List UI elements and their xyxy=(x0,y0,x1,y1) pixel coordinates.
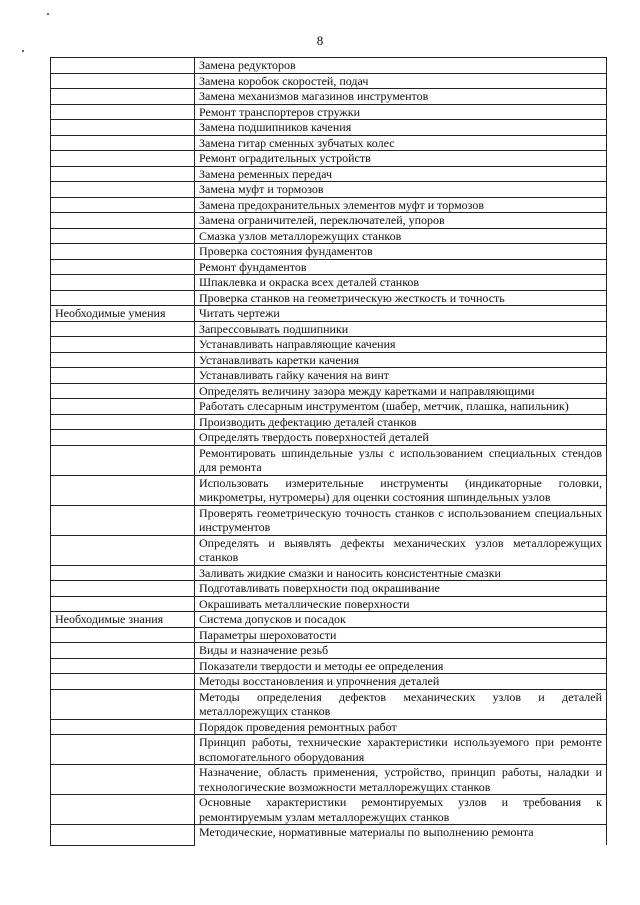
item-cell: Определять величину зазора между каретками и направляющими xyxy=(195,383,607,399)
item-cell: Замена механизмов магазинов инструментов xyxy=(195,89,607,105)
table-row xyxy=(51,89,607,105)
category-cell xyxy=(51,166,195,182)
item-cell: Производить дефектацию деталей станков xyxy=(195,414,607,430)
item-cell: Основные характеристики ремонтируемых узлов и требования к ремонтируемым узлам металлорежущих станков xyxy=(195,795,607,825)
item-cell: Методические, нормативные материалы по выполнению ремонта xyxy=(195,825,607,846)
table-row xyxy=(51,596,607,612)
item-cell: Назначение, область применения, устройство, принцип работы, наладки и технологические возможности металлорежущих станков xyxy=(195,765,607,795)
table-row xyxy=(51,182,607,198)
table-row xyxy=(51,581,607,597)
table-row xyxy=(51,368,607,384)
category-cell xyxy=(51,596,195,612)
category-cell xyxy=(51,674,195,690)
table-row xyxy=(51,197,607,213)
table-row xyxy=(51,765,607,795)
table-row xyxy=(51,259,607,275)
category-cell xyxy=(51,689,195,719)
item-cell: Методы восстановления и упрочнения деталей xyxy=(195,674,607,690)
item-cell: Проверять геометрическую точность станков с использованием специальных инструментов xyxy=(195,505,607,535)
category-cell xyxy=(51,337,195,353)
item-cell: Замена предохранительных элементов муфт и тормозов xyxy=(195,197,607,213)
category-cell: Необходимые умения xyxy=(51,306,195,322)
table-row xyxy=(51,213,607,229)
category-cell xyxy=(51,352,195,368)
table-row xyxy=(51,383,607,399)
item-cell: Замена ременных передач xyxy=(195,166,607,182)
item-cell: Устанавливать направляющие качения xyxy=(195,337,607,353)
item-cell: Параметры шероховатости xyxy=(195,627,607,643)
table-row xyxy=(51,306,607,322)
item-cell: Замена муфт и тормозов xyxy=(195,182,607,198)
item-cell: Запрессовывать подшипники xyxy=(195,321,607,337)
category-cell xyxy=(51,825,195,846)
item-cell: Показатели твердости и методы ее определения xyxy=(195,658,607,674)
item-cell: Система допусков и посадок xyxy=(195,612,607,628)
category-cell xyxy=(51,795,195,825)
table-row xyxy=(51,414,607,430)
item-cell: Порядок проведения ремонтных работ xyxy=(195,719,607,735)
item-cell: Ремонтировать шпиндельные узлы с использованием специальных стендов для ремонта xyxy=(195,445,607,475)
item-cell: Смазка узлов металлорежущих станков xyxy=(195,228,607,244)
item-cell: Устанавливать каретки качения xyxy=(195,352,607,368)
item-cell: Определять и выявлять дефекты механических узлов металлорежущих станков xyxy=(195,535,607,565)
table-row xyxy=(51,505,607,535)
table-row xyxy=(51,399,607,415)
category-cell xyxy=(51,368,195,384)
item-cell: Замена ограничителей, переключателей, упоров xyxy=(195,213,607,229)
category-cell xyxy=(51,58,195,74)
item-cell: Подготавливать поверхности под окрашивание xyxy=(195,581,607,597)
item-cell: Методы определения дефектов механических узлов и деталей металлорежущих станков xyxy=(195,689,607,719)
category-cell xyxy=(51,414,195,430)
category-cell xyxy=(51,581,195,597)
item-cell: Устанавливать гайку качения на винт xyxy=(195,368,607,384)
item-cell: Принцип работы, технические характеристики используемого при ремонте вспомогательного оборудования xyxy=(195,735,607,765)
category-cell xyxy=(51,430,195,446)
table-row xyxy=(51,104,607,120)
item-cell: Ремонт оградительных устройств xyxy=(195,151,607,167)
table-row xyxy=(51,795,607,825)
category-cell xyxy=(51,259,195,275)
table-row xyxy=(51,565,607,581)
category-cell xyxy=(51,719,195,735)
table-row xyxy=(51,73,607,89)
table-row xyxy=(51,643,607,659)
table-row xyxy=(51,166,607,182)
category-cell xyxy=(51,321,195,337)
item-cell: Виды и назначение резьб xyxy=(195,643,607,659)
table-row xyxy=(51,689,607,719)
item-cell: Замена подшипников качения xyxy=(195,120,607,136)
table-row xyxy=(51,120,607,136)
category-cell xyxy=(51,565,195,581)
category-cell xyxy=(51,73,195,89)
category-cell xyxy=(51,104,195,120)
item-cell: Окрашивать металлические поверхности xyxy=(195,596,607,612)
item-cell: Заливать жидкие смазки и наносить консистентные смазки xyxy=(195,565,607,581)
category-cell xyxy=(51,475,195,505)
category-cell xyxy=(51,120,195,136)
category-cell xyxy=(51,643,195,659)
item-cell: Ремонт фундаментов xyxy=(195,259,607,275)
item-cell: Ремонт транспортеров стружки xyxy=(195,104,607,120)
table-row xyxy=(51,321,607,337)
table-row xyxy=(51,475,607,505)
category-cell xyxy=(51,89,195,105)
item-cell: Замена редукторов xyxy=(195,58,607,74)
table-row xyxy=(51,135,607,151)
table-row xyxy=(51,612,607,628)
table-row xyxy=(51,430,607,446)
table-row xyxy=(51,535,607,565)
item-cell: Замена коробок скоростей, подач xyxy=(195,73,607,89)
item-cell: Читать чертежи xyxy=(195,306,607,322)
category-cell: Необходимые знания xyxy=(51,612,195,628)
category-cell xyxy=(51,151,195,167)
category-cell xyxy=(51,182,195,198)
table-row xyxy=(51,445,607,475)
category-cell xyxy=(51,658,195,674)
table-row xyxy=(51,244,607,260)
table-row xyxy=(51,228,607,244)
table-row xyxy=(51,735,607,765)
table-row xyxy=(51,674,607,690)
table-row xyxy=(51,352,607,368)
table-row xyxy=(51,719,607,735)
category-cell xyxy=(51,197,195,213)
category-cell xyxy=(51,290,195,306)
scan-speck xyxy=(47,13,49,15)
category-cell xyxy=(51,505,195,535)
category-cell xyxy=(51,275,195,291)
table-row xyxy=(51,337,607,353)
table-row xyxy=(51,275,607,291)
table-row xyxy=(51,825,607,846)
table-row xyxy=(51,58,607,74)
page-number: 8 xyxy=(316,33,324,48)
scan-speck xyxy=(22,50,24,52)
item-cell: Замена гитар сменных зубчатых колес xyxy=(195,135,607,151)
category-cell xyxy=(51,445,195,475)
category-cell xyxy=(51,135,195,151)
item-cell: Определять твердость поверхностей деталей xyxy=(195,430,607,446)
item-cell: Использовать измерительные инструменты (индикаторные головки, микрометры, нутромеры) для оценки состояния шпиндельных узлов xyxy=(195,475,607,505)
category-cell xyxy=(51,765,195,795)
table-row xyxy=(51,658,607,674)
table-row xyxy=(51,290,607,306)
category-cell xyxy=(51,399,195,415)
requirements-table xyxy=(50,57,607,846)
table-row xyxy=(51,627,607,643)
table-row xyxy=(51,151,607,167)
category-cell xyxy=(51,535,195,565)
item-cell: Шпаклевка и окраска всех деталей станков xyxy=(195,275,607,291)
item-cell: Работать слесарным инструментом (шабер, метчик, плашка, напильник) xyxy=(195,399,607,415)
item-cell: Проверка станков на геометрическую жесткость и точность xyxy=(195,290,607,306)
category-cell xyxy=(51,627,195,643)
category-cell xyxy=(51,213,195,229)
item-cell: Проверка состояния фундаментов xyxy=(195,244,607,260)
category-cell xyxy=(51,228,195,244)
category-cell xyxy=(51,383,195,399)
category-cell xyxy=(51,244,195,260)
category-cell xyxy=(51,735,195,765)
